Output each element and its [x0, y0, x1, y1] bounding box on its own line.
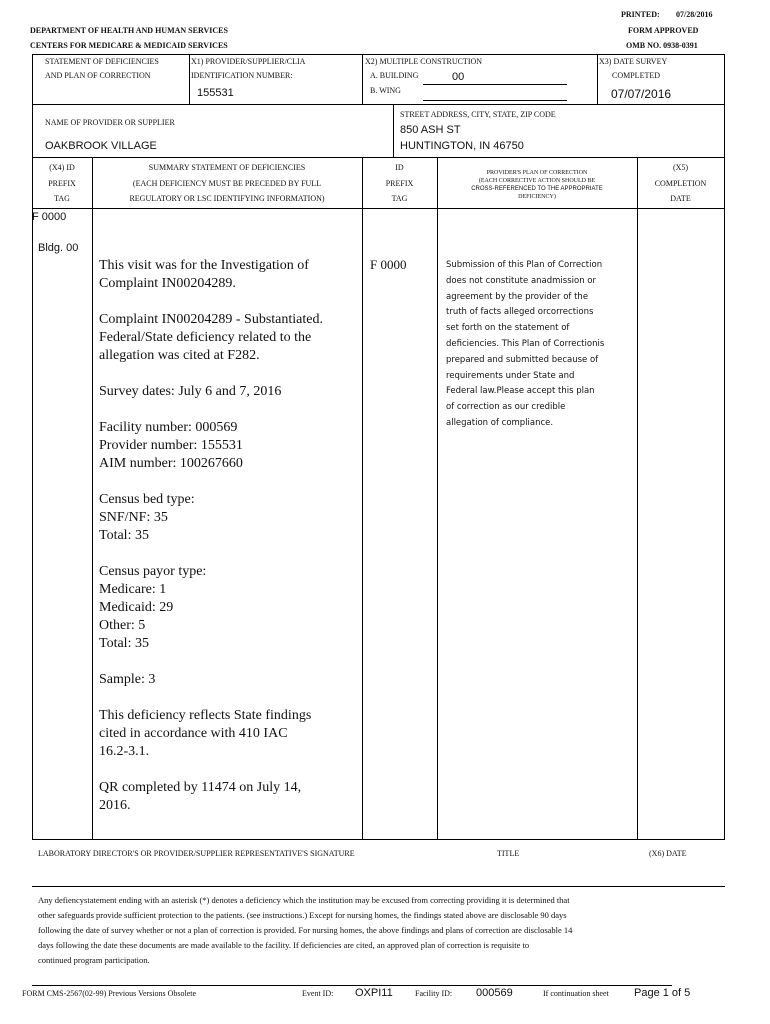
statement-label-l2: AND PLAN OF CORRECTION [45, 71, 151, 80]
x5-header-l1: (X5) [672, 163, 689, 172]
plan-line: allegation of compliance. [446, 417, 554, 428]
summary-line: Facility number: 000569 [99, 420, 238, 435]
summary-statement [99, 257, 357, 833]
plan-line: truth of facts alleged orcorrections [446, 307, 594, 318]
printed-date: 07/28/2016 [676, 10, 713, 19]
footnote-line: continued program participation. [38, 955, 150, 965]
date-label: (X6) DATE [649, 849, 687, 858]
provider-id-value: 155531 [197, 87, 234, 99]
summary-line: 16.2-3.1. [99, 744, 150, 759]
id-header-l2: PREFIX [385, 179, 414, 188]
summary-line: AIM number: 100267660 [99, 456, 243, 471]
summary-line: Provider number: 155531 [99, 438, 243, 453]
summary-line: Total: 35 [99, 528, 149, 543]
summary-line: Complaint IN00204289 - Substantiated. [99, 312, 323, 327]
form-approved: FORM APPROVED [628, 26, 699, 35]
omb-number: OMB NO. 0938-0391 [626, 41, 698, 50]
summary-paragraph [99, 563, 357, 653]
x5-header-l3: DATE [670, 194, 691, 203]
plan-line: of correction as our credible [446, 402, 566, 413]
plan-line: prepared and submitted because of [446, 354, 599, 365]
building-value: 00 [452, 71, 465, 83]
summary-paragraph [99, 257, 357, 293]
summary-line: QR completed by 11474 on July 14, [99, 780, 302, 795]
address-line-1: 850 ASH ST [400, 124, 461, 136]
summary-header-l3: REGULATORY OR LSC IDENTIFYING INFORMATION) [129, 194, 325, 203]
address-label: STREET ADDRESS, CITY, STATE, ZIP CODE [400, 110, 556, 119]
footnote-line: other safeguards provide sufficient protection to the patients. (see instructions.) Except for nursing homes, the findings stated above are disclosable 90 days [38, 910, 567, 920]
summary-line: Census payor type: [99, 564, 207, 579]
plan-header-l3: CROSS-REFERENCED TO THE APPROPRIATE [471, 186, 603, 192]
plan-line: Federal law.Please accept this plan [446, 386, 595, 397]
summary-line: Medicaid: 29 [99, 600, 174, 615]
event-id-value: OXPI11 [355, 987, 393, 999]
signature-label: LABORATORY DIRECTOR'S OR PROVIDER/SUPPLIER REPRESENTATIVE'S SIGNATURE [38, 849, 355, 858]
summary-line: Complaint IN00204289. [99, 276, 236, 291]
summary-line: cited in accordance with 410 IAC [99, 726, 288, 741]
id-header-l1: ID [395, 163, 404, 172]
summary-line: Sample: 3 [99, 672, 156, 687]
provider-name-label: NAME OF PROVIDER OR SUPPLIER [45, 118, 175, 127]
plan-header-l2: (EACH CORRECTIVE ACTION SHOULD BE [478, 178, 596, 184]
summary-line: Total: 35 [99, 636, 149, 651]
plan-of-correction [446, 258, 634, 432]
footnote-line: following the date of survey whether or not a plan of correction is provided. For nursing homes, the above findings and plans of correction are disclosable 14 [38, 925, 573, 935]
summary-line: SNF/NF: 35 [99, 510, 168, 525]
title-label: TITLE [497, 849, 520, 858]
facility-id-value: 000569 [476, 987, 513, 999]
wing-label: B. WING [370, 86, 401, 95]
summary-line: Census bed type: [99, 492, 195, 507]
summary-header-l1: SUMMARY STATEMENT OF DEFICIENCIES [148, 163, 306, 172]
centers-title: CENTERS FOR MEDICARE & MEDICAID SERVICES [30, 41, 228, 50]
summary-paragraph [99, 491, 357, 545]
summary-line: This deficiency reflects State findings [99, 708, 312, 723]
plan-line: requirements under State and [446, 370, 575, 381]
id-header-l3: TAG [391, 194, 408, 203]
printed-label: PRINTED: [621, 10, 660, 19]
building-tag: Bldg. 00 [38, 242, 79, 254]
footnote-line: days following the date these documents are made available to the facility. If deficiencies are cited, an approved plan of correction is requisite to [38, 940, 530, 950]
statement-label-l1: STATEMENT OF DEFICIENCIES [45, 57, 159, 66]
x5-header-l2: COMPLETION [654, 179, 707, 188]
plan-line: agreement by the provider of the [446, 291, 589, 302]
x2-label: X2) MULTIPLE CONSTRUCTION [365, 57, 483, 66]
summary-paragraph [99, 383, 357, 401]
x3-label-l2: COMPLETED [612, 71, 660, 80]
plan-header-l1: PROVIDER'S PLAN OF CORRECTION [486, 170, 588, 176]
summary-line: Survey dates: July 6 and 7, 2016 [99, 384, 282, 399]
plan-line: set forth on the statement of [446, 323, 570, 334]
x4-header-l3: TAG [54, 194, 70, 203]
x4-header-l2: PREFIX [48, 179, 76, 188]
summary-line: This visit was for the Investigation of [99, 258, 309, 273]
disclosure-footnote [38, 893, 718, 968]
prefix-tag-left: F 0000 [32, 211, 67, 223]
summary-paragraph [99, 779, 357, 815]
summary-paragraph [99, 707, 357, 761]
provider-name-value: OAKBROOK VILLAGE [45, 140, 157, 152]
event-id-label: Event ID: [302, 989, 334, 998]
summary-line: Medicare: 1 [99, 582, 167, 597]
x3-label-l1: X3) DATE SURVEY [599, 57, 668, 66]
prefix-tag-right: F 0000 [370, 257, 407, 272]
x1-label-l2: IDENTIFICATION NUMBER: [191, 71, 293, 80]
x1-label-l1: X1) PROVIDER/SUPPLIER/CLIA [191, 57, 306, 66]
summary-paragraph [99, 671, 357, 689]
page-number: Page 1 of 5 [634, 987, 691, 999]
continuation-label: If continuation sheet [543, 989, 609, 998]
facility-id-label: Facility ID: [415, 989, 453, 998]
plan-line: does not constitute anadmission or [446, 275, 596, 286]
address-line-2: HUNTINGTON, IN 46750 [400, 140, 524, 152]
summary-line: allegation was cited at F282. [99, 348, 260, 363]
department-title: DEPARTMENT OF HEALTH AND HUMAN SERVICES [30, 26, 228, 35]
building-label: A. BUILDING [370, 71, 419, 80]
footnote-line: Any defiencystatement ending with an asterisk (*) denotes a deficiency which the institution may be excused from correcting providing it is determined that [38, 895, 570, 905]
summary-line: 2016. [99, 798, 131, 813]
form-number: FORM CMS-2567(02-99) Previous Versions Obsolete [22, 989, 197, 998]
summary-paragraph [99, 419, 357, 473]
plan-line: Submission of this Plan of Correction [446, 260, 603, 270]
summary-paragraph [99, 311, 357, 365]
x4-header-l1: (X4) ID [49, 163, 75, 172]
survey-completed-date: 07/07/2016 [611, 87, 672, 101]
plan-line: deficiencies. This Plan of Correctionis [446, 338, 605, 349]
summary-line: Other: 5 [99, 618, 146, 633]
summary-line: Federal/State deficiency related to the [99, 330, 312, 345]
summary-header-l2: (EACH DEFICIENCY MUST BE PRECEDED BY FULL [132, 179, 322, 188]
plan-header-l4: DEFICIENCY) [518, 194, 556, 200]
